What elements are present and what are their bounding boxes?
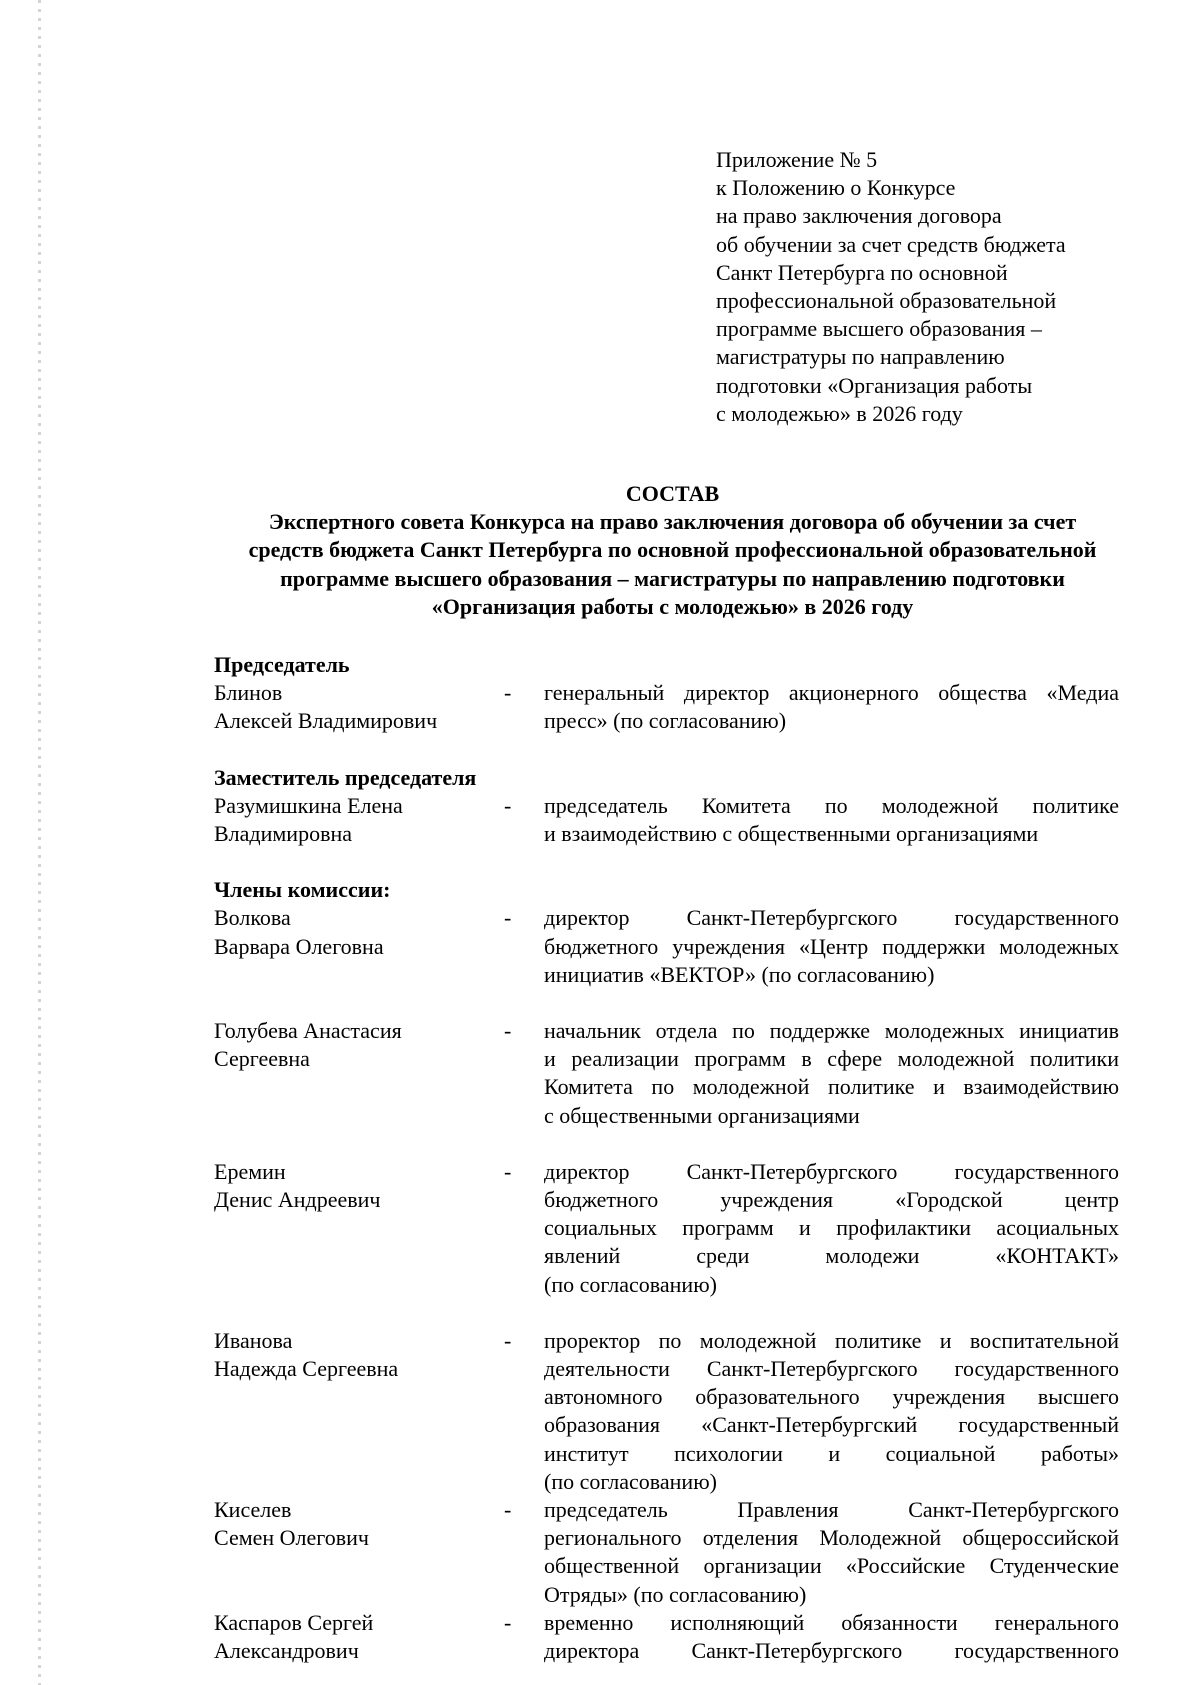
member-dash: -	[504, 1327, 512, 1353]
member-dash: -	[504, 1609, 512, 1635]
title-line: программе высшего образования – магистратуры по направлению подготовки	[280, 565, 1065, 591]
appendix-header	[716, 146, 1156, 428]
member-entry	[214, 792, 1134, 848]
member-role-line: проректор по молодежной политике и воспитательной	[544, 1327, 1119, 1353]
member-name-line: Киселев	[214, 1497, 292, 1523]
member-role-line: Комитета по молодежной политике и взаимодействию	[544, 1074, 1119, 1100]
appendix-line: с молодежью» в 2026 году	[716, 400, 963, 426]
member-name-line: Еремин	[214, 1158, 286, 1184]
member-role	[544, 1158, 1119, 1299]
member-name-line: Алексей Владимирович	[214, 708, 438, 734]
member-role-line: пресс» (по согласованию)	[544, 708, 787, 734]
member-role-line: бюджетного учреждения «Центр поддержки молодежных	[544, 933, 1119, 959]
member-dash: -	[504, 792, 512, 818]
member-name-line: Семен Олегович	[214, 1525, 369, 1551]
member-role-line: директора Санкт-Петербургского государственного	[544, 1638, 1119, 1664]
member-name	[214, 904, 504, 989]
member-entry	[214, 904, 1134, 989]
member-dash: -	[504, 1497, 512, 1523]
appendix-line: на право заключения договора	[716, 203, 1002, 229]
member-role-line: и реализации программ в сфере молодежной политики	[544, 1046, 1119, 1072]
member-name	[214, 679, 504, 735]
member-role	[544, 679, 1119, 735]
member-role-line: общественной организации «Российские Студенческие	[544, 1553, 1119, 1579]
member-name	[214, 1327, 504, 1496]
member-name	[214, 1609, 504, 1665]
member-role-line: временно исполняющий обязанности генерального	[544, 1609, 1119, 1635]
member-dash: -	[504, 680, 512, 706]
member-role-line: регионального отделения Молодежной общероссийской	[544, 1525, 1119, 1551]
appendix-line: магистратуры по направлению	[716, 344, 1005, 370]
member-name	[214, 792, 504, 848]
appendix-line: об обучении за счет средств бюджета	[716, 231, 1066, 257]
member-name	[214, 1158, 504, 1299]
member-role-line: явлений среди молодежи «КОНТАКТ»	[544, 1243, 1119, 1269]
member-role	[544, 904, 1119, 989]
appendix-line: программе высшего образования –	[716, 316, 1042, 342]
member-role-line: директор Санкт-Петербургского государственного	[544, 905, 1119, 931]
section-members-heading: Члены комиссии:	[214, 877, 391, 903]
member-role-line: Отряды» (по согласованию)	[544, 1581, 807, 1607]
appendix-line: Санкт Петербурга по основной	[716, 259, 1008, 285]
member-name-line: Надежда Сергеевна	[214, 1356, 399, 1382]
member-entry	[214, 679, 1134, 735]
member-role-line: образования «Санкт-Петербургский государственный	[544, 1412, 1119, 1438]
member-role-line: бюджетного учреждения «Городской центр	[544, 1187, 1119, 1213]
member-dash: -	[504, 1018, 512, 1044]
member-role-line: генеральный директор акционерного общества «Медиа	[544, 680, 1119, 706]
member-dash: -	[504, 905, 512, 931]
appendix-line: профессиональной образовательной	[716, 288, 1057, 314]
member-role	[544, 1609, 1119, 1665]
member-name-line: Варвара Олеговна	[214, 933, 384, 959]
member-role-line: председатель Комитета по молодежной политике	[544, 792, 1119, 818]
title-line: средств бюджета Санкт Петербурга по основной профессиональной образовательной	[248, 537, 1097, 563]
member-role-line: и взаимодействию с общественными организациями	[544, 821, 1039, 847]
member-name-line: Иванова	[214, 1327, 293, 1353]
member-role-line: с общественными организациями	[544, 1102, 860, 1128]
member-role-line: инициатив «ВЕКТОР» (по согласованию)	[544, 961, 935, 987]
title-heading: СОСТАВ	[625, 481, 720, 506]
title-line: Экспертного совета Конкурса на право заключения договора об обучении за счет	[268, 509, 1077, 535]
member-role-line: директор Санкт-Петербургского государственного	[544, 1158, 1119, 1184]
member-entry	[214, 1017, 1134, 1130]
member-name-line: Александрович	[214, 1638, 359, 1664]
document-title	[180, 480, 1165, 621]
member-dash: -	[504, 1158, 512, 1184]
member-entry	[214, 1609, 1134, 1665]
member-role	[544, 792, 1119, 848]
member-role-line: (по согласованию)	[544, 1468, 717, 1494]
appendix-line: к Положению о Конкурсе	[716, 175, 956, 201]
member-entry	[214, 1327, 1134, 1496]
member-name-line: Сергеевна	[214, 1046, 310, 1072]
member-role-line: автономного образовательного учреждения высшего	[544, 1384, 1119, 1410]
member-role	[544, 1017, 1119, 1130]
member-role-line: начальник отдела по поддержке молодежных инициатив	[544, 1018, 1119, 1044]
member-role-line: социальных программ и профилактики асоциальных	[544, 1215, 1119, 1241]
member-entry	[214, 1158, 1134, 1299]
member-name	[214, 1017, 504, 1130]
member-role-line: деятельности Санкт-Петербургского государственного	[544, 1356, 1119, 1382]
member-name-line: Блинов	[214, 680, 283, 706]
council-roster	[214, 651, 1134, 1665]
member-role	[544, 1327, 1119, 1496]
member-role-line: председатель Правления Санкт-Петербургского	[544, 1497, 1119, 1523]
title-line: «Организация работы с молодежью» в 2026 году	[431, 593, 914, 619]
scan-edge-artifact	[38, 0, 41, 1685]
member-name-line: Владимировна	[214, 821, 353, 847]
section-deputy-heading: Заместитель председателя	[214, 764, 477, 790]
member-name-line: Разумишкина Елена	[214, 792, 403, 818]
member-name-line: Волкова	[214, 905, 291, 931]
member-entry	[214, 1496, 1134, 1609]
member-role-line: (по согласованию)	[544, 1271, 717, 1297]
section-chair-heading: Председатель	[214, 652, 350, 677]
member-name-line: Каспаров Сергей	[214, 1609, 374, 1635]
member-name-line: Денис Андреевич	[214, 1187, 381, 1213]
appendix-line: Приложение № 5	[716, 147, 878, 172]
appendix-line: подготовки «Организация работы	[716, 372, 1033, 398]
member-name-line: Голубева Анастасия	[214, 1018, 402, 1044]
member-role	[544, 1496, 1119, 1609]
member-name	[214, 1496, 504, 1609]
member-role-line: институт психологии и социальной работы»	[544, 1440, 1119, 1466]
